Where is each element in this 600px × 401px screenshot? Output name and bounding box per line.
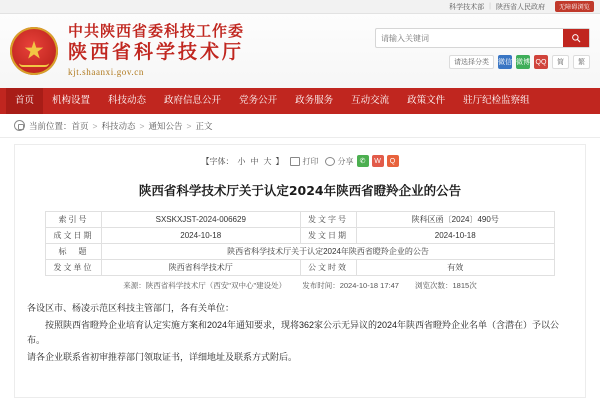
site-banner <box>0 14 600 88</box>
share-label: 分享 <box>337 156 354 166</box>
article-paragraph: 各设区市、杨凌示范区科技主管部门，各有关单位： <box>27 303 235 313</box>
search-area <box>375 28 590 69</box>
weibo-icon[interactable]: 微博 <box>516 55 530 69</box>
meta-value-formdate: 2024-10-18 <box>102 228 301 244</box>
article-card <box>14 144 586 398</box>
search-box[interactable] <box>375 28 590 48</box>
meta-label-docnum: 发文字号 <box>300 212 356 228</box>
share-weibo-icon[interactable]: W <box>372 155 384 167</box>
top-utility-bar <box>0 0 600 14</box>
font-size-group <box>202 156 284 167</box>
meta-value-docnum: 陕科区函〔2024〕490号 <box>356 212 555 228</box>
share-icon <box>325 157 335 166</box>
breadcrumb-prefix: 当前位置： <box>29 120 72 131</box>
topbar-link-most[interactable]: 科学技术部 <box>449 3 485 11</box>
article-views: 浏览次数：1815次 <box>415 281 477 290</box>
breadcrumb-sep-1: > <box>92 120 98 131</box>
table-row <box>46 212 555 228</box>
nav-item-discipline-group[interactable]: 驻厅纪检监察组 <box>463 95 530 106</box>
breadcrumb-sep-2: > <box>139 120 145 131</box>
nav-item-policy-docs[interactable]: 政策文件 <box>407 95 446 106</box>
meta-value-validity: 有效 <box>356 260 555 276</box>
site-title-line2: 陕西省科学技术厅 <box>68 41 245 64</box>
category-select[interactable]: 请选择分类 <box>449 55 494 69</box>
national-emblem-icon <box>10 27 58 75</box>
search-button[interactable] <box>563 29 589 47</box>
lang-traditional-button[interactable]: 繁 <box>573 55 590 69</box>
article-title: 陕西省科学技术厅关于认定2024年陕西省瞪羚企业的公告 <box>138 183 462 198</box>
article-toolbar <box>27 153 573 169</box>
wechat-icon[interactable]: 微信 <box>498 55 512 69</box>
search-input[interactable] <box>376 29 563 47</box>
nav-item-interaction[interactable]: 互动交流 <box>351 95 390 106</box>
main-nav <box>0 88 600 114</box>
nav-item-news[interactable]: 科技动态 <box>108 95 147 106</box>
table-row <box>46 228 555 244</box>
article-publish-time: 发布时间：2024-10-18 17:47 <box>302 281 399 290</box>
article-paragraph: 按照陕西省瞪羚企业培育认定实施方案和2024年通知要求，现将362家公示无异议的2024年陕西省瞪羚企业名单（含潜在）予以公布。 <box>27 319 560 345</box>
quick-links <box>375 55 590 69</box>
table-row <box>46 260 555 276</box>
font-size-label: 【字体： <box>201 156 234 166</box>
meta-value-issuedate: 2024-10-18 <box>356 228 555 244</box>
font-size-medium[interactable]: 中 <box>250 156 259 166</box>
nav-item-gov-info[interactable]: 政府信息公开 <box>164 95 222 106</box>
article-meta-table <box>45 211 555 276</box>
site-title-line1: 中共陕西省委科技工作委 <box>68 22 245 41</box>
share-qq-icon[interactable]: Q <box>387 155 399 167</box>
font-size-large[interactable]: 大 <box>263 156 272 166</box>
article-meta-wrap <box>27 211 573 276</box>
meta-label-issuer: 发文单位 <box>46 260 102 276</box>
lang-simplified-button[interactable]: 简 <box>552 55 569 69</box>
breadcrumb-item-news[interactable]: 科技动态 <box>101 120 136 131</box>
breadcrumb-item-current: 正文 <box>195 120 213 131</box>
meta-label-validity: 公文时效 <box>300 260 356 276</box>
breadcrumb-item-home[interactable]: 首页 <box>71 120 89 131</box>
meta-label-index: 索引号 <box>46 212 102 228</box>
print-label[interactable]: 打印 <box>302 156 319 166</box>
article-source: 来源：陕西省科学技术厅（西安"双中心"建设处） <box>123 281 287 290</box>
article-paragraph: 请各企业联系省初审推荐部门领取证书，详细地址及联系方式附后。 <box>27 351 298 362</box>
site-domain: kjt.shaanxi.gov.cn <box>68 67 144 78</box>
meta-label-title: 标 题 <box>46 244 102 260</box>
table-row <box>46 244 555 260</box>
meta-value-issuer: 陕西省科学技术厅 <box>102 260 301 276</box>
nav-item-home[interactable]: 首页 <box>6 88 43 114</box>
nav-item-gov-services[interactable]: 政务服务 <box>295 95 334 106</box>
printer-icon <box>290 157 300 166</box>
meta-label-issuedate: 发文日期 <box>300 228 356 244</box>
print-group[interactable] <box>290 156 319 167</box>
site-titles <box>68 24 244 77</box>
article-source-line <box>27 280 573 291</box>
meta-value-title: 陕西省科学技术厅关于认定2024年陕西省瞪羚企业的公告 <box>102 244 555 260</box>
topbar-separator: | <box>489 3 491 10</box>
font-size-label-end: 】 <box>275 156 284 166</box>
qq-icon[interactable]: QQ <box>534 55 548 69</box>
meta-label-formdate: 成文日期 <box>46 228 102 244</box>
share-group <box>325 155 399 167</box>
breadcrumb-sep-3: > <box>186 120 192 131</box>
article-body <box>27 301 573 364</box>
share-wechat-icon[interactable]: ✆ <box>357 155 369 167</box>
meta-value-index: SXSKXJST-2024-006629 <box>102 212 301 228</box>
breadcrumb <box>0 114 600 138</box>
nav-item-party-affairs[interactable]: 党务公开 <box>239 95 278 106</box>
accessibility-badge[interactable]: 无障碍浏览 <box>555 1 594 12</box>
location-icon <box>14 120 25 131</box>
nav-item-organization[interactable]: 机构设置 <box>52 95 91 106</box>
topbar-link-province-gov[interactable]: 陕西省人民政府 <box>495 3 545 11</box>
breadcrumb-item-announcements[interactable]: 通知公告 <box>148 120 183 131</box>
font-size-small[interactable]: 小 <box>237 156 246 166</box>
